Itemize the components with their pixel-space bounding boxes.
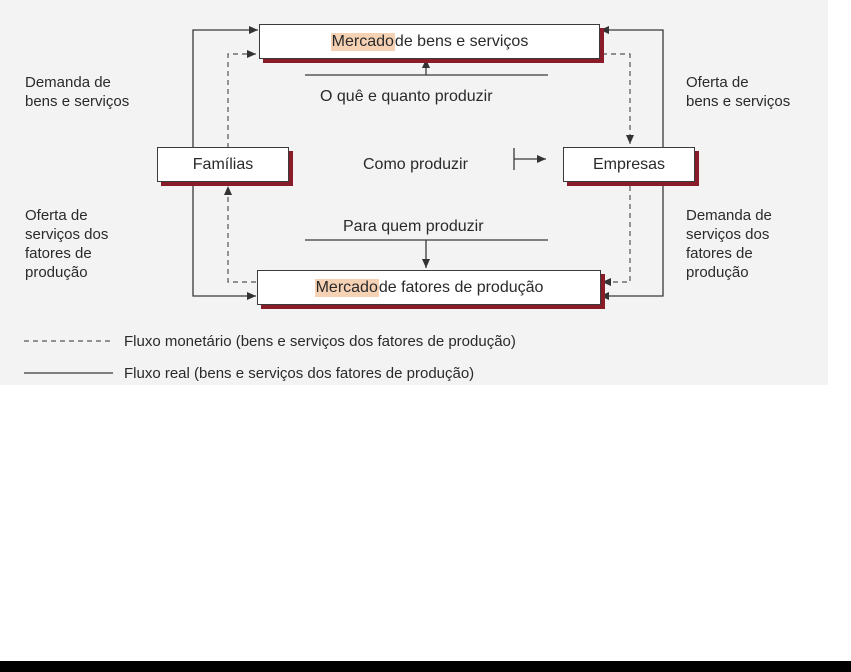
- label-right-top-line: Oferta de: [686, 74, 749, 91]
- label-right-top-line: bens e serviços: [686, 93, 791, 110]
- factor-market-box: [257, 270, 601, 305]
- label-right-bottom-line: serviços dos: [686, 226, 770, 243]
- label-left-bottom-line: serviços dos: [25, 226, 109, 243]
- label-left-top-line: Demanda de: [25, 74, 111, 91]
- label-left-bottom-line: produção: [25, 264, 88, 281]
- goods-market-label: de bens e serviços: [394, 32, 529, 50]
- real-flow-left-bottom: [193, 180, 256, 296]
- money-flow-right-bottom: [602, 186, 630, 282]
- households-box: [157, 147, 289, 182]
- label-left-bottom: [25, 206, 108, 282]
- money-flow-left-top: [228, 54, 256, 148]
- money-flow-right-top: [602, 54, 630, 144]
- legend-real: Fluxo real (bens e serviços dos fatores de produção): [124, 365, 475, 382]
- factor-market-highlight: Mercado: [315, 278, 378, 296]
- label-left-bottom-line: fatores de: [25, 245, 92, 262]
- goods-market-highlight: Mercado: [331, 32, 394, 50]
- label-left-top: [25, 73, 129, 111]
- what-label: O quê e quanto produzir: [320, 88, 493, 105]
- whom-label: Para quem produzir: [343, 218, 484, 235]
- how-label: Como produzir: [363, 156, 468, 173]
- label-right-bottom-line: produção: [686, 264, 749, 281]
- label-right-bottom: [686, 206, 772, 282]
- households-label: Famílias: [192, 155, 254, 173]
- real-flow-left: [193, 30, 258, 148]
- firms-label: Empresas: [592, 155, 666, 173]
- legend-monetary: Fluxo monetário (bens e serviços dos fatores de produção): [124, 333, 516, 350]
- label-right-bottom-line: Demanda de: [686, 207, 772, 224]
- factor-market-label: de fatores de produção: [378, 278, 544, 296]
- label-right-bottom-line: fatores de: [686, 245, 753, 262]
- label-right-top: [686, 73, 790, 111]
- money-flow-left-bottom: [228, 186, 256, 282]
- label-left-top-line: bens e serviços: [25, 93, 130, 110]
- label-left-bottom-line: Oferta de: [25, 207, 88, 224]
- goods-market-box: [259, 24, 600, 59]
- real-flow-right-top: [600, 30, 663, 148]
- firms-box: [563, 147, 695, 182]
- bottom-bar: [0, 661, 851, 672]
- real-flow-right-bottom: [600, 180, 663, 296]
